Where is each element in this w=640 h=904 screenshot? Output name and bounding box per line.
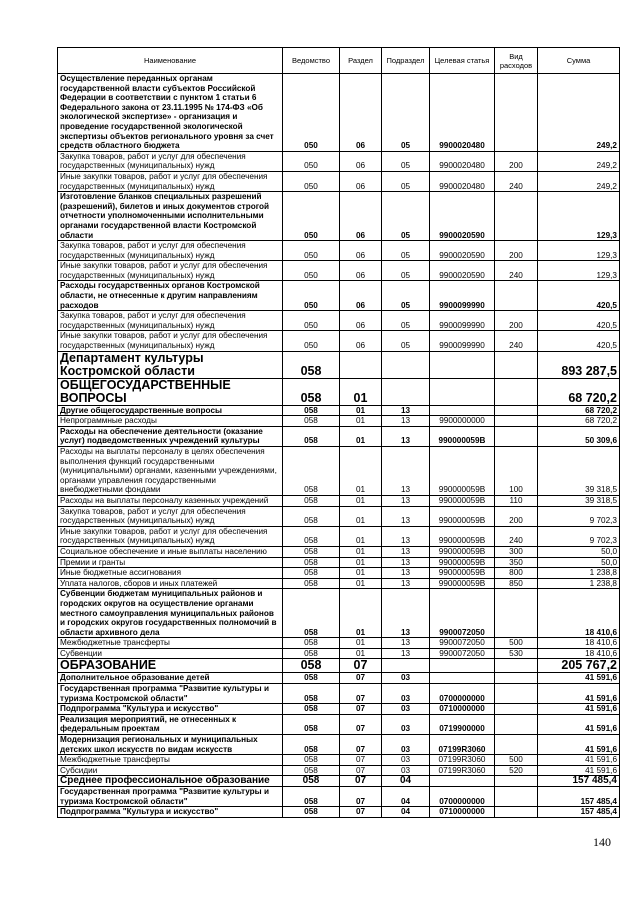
cell-name: Межбюджетные трансферты [58, 755, 283, 766]
table-row [58, 151, 620, 171]
table-row [58, 378, 620, 405]
cell-razdel: 07 [340, 807, 382, 818]
cell-vedomstvo: 058 [283, 787, 340, 807]
cell-podrazdel [382, 378, 430, 405]
cell-vedomstvo: 050 [283, 171, 340, 191]
cell-expense-type: 240 [495, 331, 538, 351]
cell-razdel: 01 [340, 495, 382, 506]
cell-sum: 41 591,6 [538, 673, 620, 684]
cell-expense-type: 200 [495, 506, 538, 526]
cell-expense-type: 800 [495, 568, 538, 579]
cell-expense-type: 520 [495, 765, 538, 776]
table-row [58, 241, 620, 261]
cell-name: Иные бюджетные ассигнования [58, 568, 283, 579]
cell-vedomstvo: 058 [283, 557, 340, 568]
cell-name: Департамент культуры Костромской области [58, 351, 283, 378]
cell-sum: 39 318,5 [538, 495, 620, 506]
cell-podrazdel: 13 [382, 648, 430, 659]
cell-podrazdel: 13 [382, 447, 430, 496]
cell-name: Иные закупки товаров, работ и услуг для обеспечения государственных (муниципальных) нужд [58, 171, 283, 191]
table-row [58, 506, 620, 526]
cell-vedomstvo: 058 [283, 416, 340, 427]
table-row [58, 776, 620, 787]
cell-target-article: 9900020590 [430, 192, 495, 241]
cell-podrazdel: 03 [382, 735, 430, 755]
cell-razdel: 07 [340, 755, 382, 766]
cell-razdel: 06 [340, 331, 382, 351]
cell-name: Расходы на обеспечение деятельности (оказание услуг) подведомственных учреждений культуры [58, 426, 283, 446]
cell-name: Уплата налогов, сборов и иных платежей [58, 578, 283, 589]
cell-vedomstvo: 058 [283, 495, 340, 506]
cell-target-article: 9900000000 [430, 416, 495, 427]
cell-sum: 420,5 [538, 331, 620, 351]
cell-vedomstvo: 058 [283, 755, 340, 766]
cell-razdel: 06 [340, 151, 382, 171]
cell-target-article: 9900020480 [430, 151, 495, 171]
cell-sum: 157 485,4 [538, 787, 620, 807]
cell-sum: 41 591,6 [538, 755, 620, 766]
cell-target-article: 0700000000 [430, 787, 495, 807]
cell-expense-type: 500 [495, 755, 538, 766]
cell-razdel: 07 [340, 714, 382, 734]
cell-name: Иные закупки товаров, работ и услуг для обеспечения государственных (муниципальных) нужд [58, 331, 283, 351]
table-row [58, 673, 620, 684]
cell-vedomstvo: 058 [283, 405, 340, 416]
cell-expense-type [495, 589, 538, 638]
header-target-article: Целевая статья [430, 48, 495, 74]
cell-podrazdel: 13 [382, 578, 430, 589]
cell-razdel: 01 [340, 416, 382, 427]
cell-sum: 41 591,6 [538, 714, 620, 734]
cell-podrazdel: 05 [382, 151, 430, 171]
budget-table [57, 47, 620, 818]
cell-vedomstvo: 058 [283, 546, 340, 557]
cell-expense-type [495, 776, 538, 787]
cell-vedomstvo: 050 [283, 261, 340, 281]
cell-target-article [430, 405, 495, 416]
cell-target-article: 9900072050 [430, 648, 495, 659]
table-row [58, 807, 620, 818]
cell-name: Изготовление бланков специальных разрешений (разрешений), билетов и иных документов строгой отчетности уполномоченными исполнительными органами государственной власти Костромской области [58, 192, 283, 241]
cell-name: Государственная программа "Развитие культуры и туризма Костромской области" [58, 787, 283, 807]
cell-vedomstvo: 058 [283, 638, 340, 649]
cell-target-article: 9900072050 [430, 638, 495, 649]
cell-expense-type: 200 [495, 241, 538, 261]
cell-vedomstvo: 058 [283, 807, 340, 818]
table-row [58, 171, 620, 191]
table-row [58, 704, 620, 715]
cell-vedomstvo: 058 [283, 648, 340, 659]
cell-sum: 68 720,2 [538, 416, 620, 427]
cell-sum: 249,2 [538, 151, 620, 171]
cell-podrazdel: 05 [382, 281, 430, 311]
table-row [58, 684, 620, 704]
cell-sum: 41 591,6 [538, 684, 620, 704]
cell-sum: 1 238,8 [538, 578, 620, 589]
header-vedomstvo: Ведомство [283, 48, 340, 74]
cell-razdel: 07 [340, 673, 382, 684]
cell-expense-type [495, 378, 538, 405]
cell-sum: 18 410,6 [538, 589, 620, 638]
cell-vedomstvo: 050 [283, 311, 340, 331]
table-row [58, 557, 620, 568]
cell-name: Иные закупки товаров, работ и услуг для обеспечения государственных (муниципальных) нужд [58, 261, 283, 281]
cell-name: Расходы на выплаты персоналу в целях обеспечения выполнения функций государственными (муниципальными) органами, казенными учреждениями, органами управления государственными внебюджетными фондами [58, 447, 283, 496]
cell-podrazdel: 05 [382, 241, 430, 261]
cell-podrazdel: 03 [382, 714, 430, 734]
table-row [58, 447, 620, 496]
table-row [58, 261, 620, 281]
cell-target-article: 990000059В [430, 495, 495, 506]
table-header-row [58, 48, 620, 74]
header-expense-type: Вид расходов [495, 48, 538, 74]
cell-razdel: 01 [340, 648, 382, 659]
cell-razdel: 06 [340, 261, 382, 281]
cell-expense-type: 100 [495, 447, 538, 496]
cell-vedomstvo: 050 [283, 281, 340, 311]
cell-expense-type [495, 673, 538, 684]
cell-razdel: 07 [340, 776, 382, 787]
cell-podrazdel: 05 [382, 192, 430, 241]
cell-expense-type: 500 [495, 638, 538, 649]
cell-razdel: 07 [340, 704, 382, 715]
cell-expense-type [495, 659, 538, 673]
cell-expense-type [495, 704, 538, 715]
table-row [58, 659, 620, 673]
cell-podrazdel: 03 [382, 673, 430, 684]
cell-expense-type: 200 [495, 311, 538, 331]
cell-vedomstvo: 058 [283, 704, 340, 715]
cell-target-article: 990000059В [430, 447, 495, 496]
cell-razdel: 06 [340, 171, 382, 191]
cell-sum: 249,2 [538, 171, 620, 191]
cell-sum: 68 720,2 [538, 405, 620, 416]
cell-podrazdel: 13 [382, 589, 430, 638]
cell-expense-type [495, 192, 538, 241]
cell-podrazdel: 03 [382, 765, 430, 776]
cell-expense-type [495, 684, 538, 704]
cell-sum: 157 485,4 [538, 807, 620, 818]
cell-podrazdel [382, 659, 430, 673]
cell-target-article: 990000059В [430, 546, 495, 557]
cell-target-article [430, 673, 495, 684]
cell-expense-type [495, 787, 538, 807]
cell-vedomstvo: 058 [283, 426, 340, 446]
table-row [58, 426, 620, 446]
cell-expense-type [495, 807, 538, 818]
cell-expense-type [495, 351, 538, 378]
cell-podrazdel: 13 [382, 526, 430, 546]
cell-name: Закупка товаров, работ и услуг для обеспечения государственных (муниципальных) нужд [58, 151, 283, 171]
cell-podrazdel: 13 [382, 416, 430, 427]
cell-name: Дополнительное образование детей [58, 673, 283, 684]
cell-razdel: 01 [340, 546, 382, 557]
cell-razdel: 01 [340, 589, 382, 638]
cell-name: Субсидии [58, 765, 283, 776]
cell-name: ОБРАЗОВАНИЕ [58, 659, 283, 673]
cell-expense-type: 240 [495, 261, 538, 281]
header-podrazdel: Подраздел [382, 48, 430, 74]
cell-name: Закупка товаров, работ и услуг для обеспечения государственных (муниципальных) нужд [58, 311, 283, 331]
cell-expense-type: 200 [495, 151, 538, 171]
cell-sum: 50 309,6 [538, 426, 620, 446]
cell-target-article: 0710000000 [430, 807, 495, 818]
cell-target-article [430, 351, 495, 378]
cell-podrazdel: 05 [382, 261, 430, 281]
cell-razdel: 06 [340, 241, 382, 261]
cell-target-article: 9900099990 [430, 331, 495, 351]
cell-target-article: 9900020480 [430, 171, 495, 191]
cell-name: Иные закупки товаров, работ и услуг для обеспечения государственных (муниципальных) нужд [58, 526, 283, 546]
cell-podrazdel: 04 [382, 807, 430, 818]
cell-name: Субвенции [58, 648, 283, 659]
cell-name: Среднее профессиональное образование [58, 776, 283, 787]
cell-name: Расходы на выплаты персоналу казенных учреждений [58, 495, 283, 506]
cell-razdel [340, 351, 382, 378]
cell-name: Модернизация региональных и муниципальных детских школ искусств по видам искусств [58, 735, 283, 755]
cell-name: Государственная программа "Развитие культуры и туризма Костромской области" [58, 684, 283, 704]
cell-vedomstvo: 058 [283, 351, 340, 378]
cell-razdel: 07 [340, 787, 382, 807]
cell-podrazdel: 13 [382, 638, 430, 649]
cell-vedomstvo: 050 [283, 192, 340, 241]
cell-podrazdel: 03 [382, 704, 430, 715]
cell-sum: 18 410,6 [538, 648, 620, 659]
table-row [58, 405, 620, 416]
table-row [58, 568, 620, 579]
cell-target-article: 0710000000 [430, 704, 495, 715]
cell-sum: 420,5 [538, 281, 620, 311]
cell-target-article: 990000059В [430, 426, 495, 446]
table-row [58, 281, 620, 311]
cell-target-article: 9900020590 [430, 261, 495, 281]
cell-podrazdel: 03 [382, 684, 430, 704]
cell-target-article [430, 659, 495, 673]
cell-target-article: 990000059В [430, 557, 495, 568]
cell-expense-type [495, 735, 538, 755]
cell-vedomstvo: 058 [283, 659, 340, 673]
cell-razdel: 01 [340, 506, 382, 526]
cell-expense-type [495, 74, 538, 152]
page-number: 140 [593, 835, 611, 849]
cell-razdel: 06 [340, 74, 382, 152]
cell-podrazdel: 13 [382, 495, 430, 506]
cell-razdel: 06 [340, 192, 382, 241]
cell-vedomstvo: 058 [283, 684, 340, 704]
cell-name: Субвенции бюджетам муниципальных районов и городских округов на осуществление органами местного самоуправления муниципальных районов и городских округов государственных полномочий в области архивного дела [58, 589, 283, 638]
cell-vedomstvo: 058 [283, 735, 340, 755]
table-row [58, 578, 620, 589]
cell-expense-type: 110 [495, 495, 538, 506]
cell-razdel: 01 [340, 378, 382, 405]
cell-name: Социальное обеспечение и иные выплаты населению [58, 546, 283, 557]
cell-expense-type: 530 [495, 648, 538, 659]
table-row [58, 755, 620, 766]
cell-expense-type [495, 714, 538, 734]
cell-podrazdel: 13 [382, 546, 430, 557]
cell-sum: 1 238,8 [538, 568, 620, 579]
cell-podrazdel: 03 [382, 755, 430, 766]
cell-name: Осуществление переданных органам государственной власти субъектов Российской Федерации в соответствии с пунктом 1 статьи 6 Федерального закона от 23.11.1995 № 174-ФЗ «Об экологической экспертизе» - организация и проведение государственной экологической экспертизы объектов регионального уровня за счет средств областного бюджета [58, 74, 283, 152]
cell-sum: 41 591,6 [538, 735, 620, 755]
cell-name: Подпрограмма "Культура и искусство" [58, 807, 283, 818]
budget-document [57, 47, 619, 818]
cell-name: Другие общегосударственные вопросы [58, 405, 283, 416]
header-razdel: Раздел [340, 48, 382, 74]
cell-name: Реализация мероприятий, не отнесенных к федеральным проектам [58, 714, 283, 734]
table-row [58, 526, 620, 546]
cell-sum: 41 591,6 [538, 704, 620, 715]
cell-vedomstvo: 050 [283, 241, 340, 261]
cell-razdel: 01 [340, 526, 382, 546]
cell-target-article: 9900020480 [430, 74, 495, 152]
table-row [58, 638, 620, 649]
cell-target-article: 9900099990 [430, 311, 495, 331]
cell-sum: 249,2 [538, 74, 620, 152]
cell-expense-type: 350 [495, 557, 538, 568]
cell-expense-type: 240 [495, 171, 538, 191]
cell-expense-type: 240 [495, 526, 538, 546]
cell-expense-type [495, 416, 538, 427]
cell-podrazdel [382, 351, 430, 378]
cell-vedomstvo: 058 [283, 673, 340, 684]
cell-sum: 50,0 [538, 546, 620, 557]
cell-target-article: 0700000000 [430, 684, 495, 704]
header-sum: Сумма [538, 48, 620, 74]
cell-vedomstvo: 058 [283, 776, 340, 787]
table-row [58, 546, 620, 557]
cell-razdel: 01 [340, 447, 382, 496]
table-row [58, 735, 620, 755]
cell-sum: 893 287,5 [538, 351, 620, 378]
cell-razdel: 07 [340, 659, 382, 673]
cell-razdel: 06 [340, 311, 382, 331]
cell-razdel: 01 [340, 568, 382, 579]
cell-razdel: 01 [340, 557, 382, 568]
cell-target-article: 07199R3060 [430, 765, 495, 776]
cell-sum: 68 720,2 [538, 378, 620, 405]
cell-vedomstvo: 058 [283, 526, 340, 546]
cell-razdel: 01 [340, 578, 382, 589]
cell-sum: 129,3 [538, 241, 620, 261]
cell-name: ОБЩЕГОСУДАРСТВЕННЫЕ ВОПРОСЫ [58, 378, 283, 405]
cell-razdel: 07 [340, 735, 382, 755]
table-row [58, 589, 620, 638]
cell-podrazdel: 13 [382, 557, 430, 568]
cell-expense-type: 300 [495, 546, 538, 557]
cell-vedomstvo: 058 [283, 589, 340, 638]
cell-podrazdel: 13 [382, 405, 430, 416]
cell-name: Подпрограмма "Культура и искусство" [58, 704, 283, 715]
cell-target-article: 9900072050 [430, 589, 495, 638]
cell-podrazdel: 05 [382, 74, 430, 152]
cell-sum: 9 702,3 [538, 506, 620, 526]
cell-sum: 18 410,6 [538, 638, 620, 649]
table-row [58, 648, 620, 659]
cell-vedomstvo: 058 [283, 378, 340, 405]
table-row [58, 416, 620, 427]
cell-expense-type: 850 [495, 578, 538, 589]
cell-sum: 41 591,6 [538, 765, 620, 776]
cell-target-article [430, 776, 495, 787]
cell-name: Межбюджетные трансферты [58, 638, 283, 649]
cell-target-article [430, 378, 495, 405]
cell-target-article: 0719900000 [430, 714, 495, 734]
cell-sum: 157 485,4 [538, 776, 620, 787]
cell-target-article: 07199R3060 [430, 735, 495, 755]
cell-sum: 50,0 [538, 557, 620, 568]
table-row [58, 331, 620, 351]
cell-target-article: 990000059В [430, 506, 495, 526]
cell-name: Закупка товаров, работ и услуг для обеспечения государственных (муниципальных) нужд [58, 506, 283, 526]
cell-target-article: 990000059В [430, 578, 495, 589]
cell-expense-type [495, 281, 538, 311]
cell-name: Непрограммные расходы [58, 416, 283, 427]
cell-name: Закупка товаров, работ и услуг для обеспечения государственных (муниципальных) нужд [58, 241, 283, 261]
cell-target-article: 9900020590 [430, 241, 495, 261]
cell-vedomstvo: 050 [283, 331, 340, 351]
table-row [58, 351, 620, 378]
cell-target-article: 990000059В [430, 568, 495, 579]
cell-expense-type [495, 426, 538, 446]
table-body [58, 74, 620, 818]
cell-target-article: 9900099990 [430, 281, 495, 311]
table-row [58, 495, 620, 506]
cell-vedomstvo: 058 [283, 578, 340, 589]
header-name: Наименование [58, 48, 283, 74]
cell-podrazdel: 05 [382, 331, 430, 351]
cell-vedomstvo: 058 [283, 714, 340, 734]
cell-vedomstvo: 050 [283, 151, 340, 171]
cell-sum: 39 318,5 [538, 447, 620, 496]
table-row [58, 192, 620, 241]
cell-vedomstvo: 058 [283, 506, 340, 526]
cell-razdel: 06 [340, 281, 382, 311]
cell-razdel: 07 [340, 765, 382, 776]
cell-sum: 129,3 [538, 261, 620, 281]
table-row [58, 714, 620, 734]
cell-vedomstvo: 050 [283, 74, 340, 152]
cell-razdel: 07 [340, 684, 382, 704]
cell-podrazdel: 04 [382, 776, 430, 787]
cell-expense-type [495, 405, 538, 416]
cell-target-article: 990000059В [430, 526, 495, 546]
table-row [58, 787, 620, 807]
cell-razdel: 01 [340, 426, 382, 446]
cell-podrazdel: 13 [382, 426, 430, 446]
cell-name: Расходы государственных органов Костромской области, не отнесенные к другим направлениям расходов [58, 281, 283, 311]
cell-sum: 129,3 [538, 192, 620, 241]
cell-podrazdel: 04 [382, 787, 430, 807]
table-row [58, 74, 620, 152]
cell-podrazdel: 13 [382, 568, 430, 579]
cell-razdel: 01 [340, 405, 382, 416]
cell-podrazdel: 05 [382, 171, 430, 191]
cell-vedomstvo: 058 [283, 568, 340, 579]
cell-podrazdel: 05 [382, 311, 430, 331]
cell-sum: 9 702,3 [538, 526, 620, 546]
cell-vedomstvo: 058 [283, 447, 340, 496]
cell-razdel: 01 [340, 638, 382, 649]
cell-sum: 420,5 [538, 311, 620, 331]
cell-target-article: 07199R3060 [430, 755, 495, 766]
cell-name: Премии и гранты [58, 557, 283, 568]
table-row [58, 311, 620, 331]
cell-sum: 205 767,2 [538, 659, 620, 673]
cell-vedomstvo: 058 [283, 765, 340, 776]
cell-podrazdel: 13 [382, 506, 430, 526]
